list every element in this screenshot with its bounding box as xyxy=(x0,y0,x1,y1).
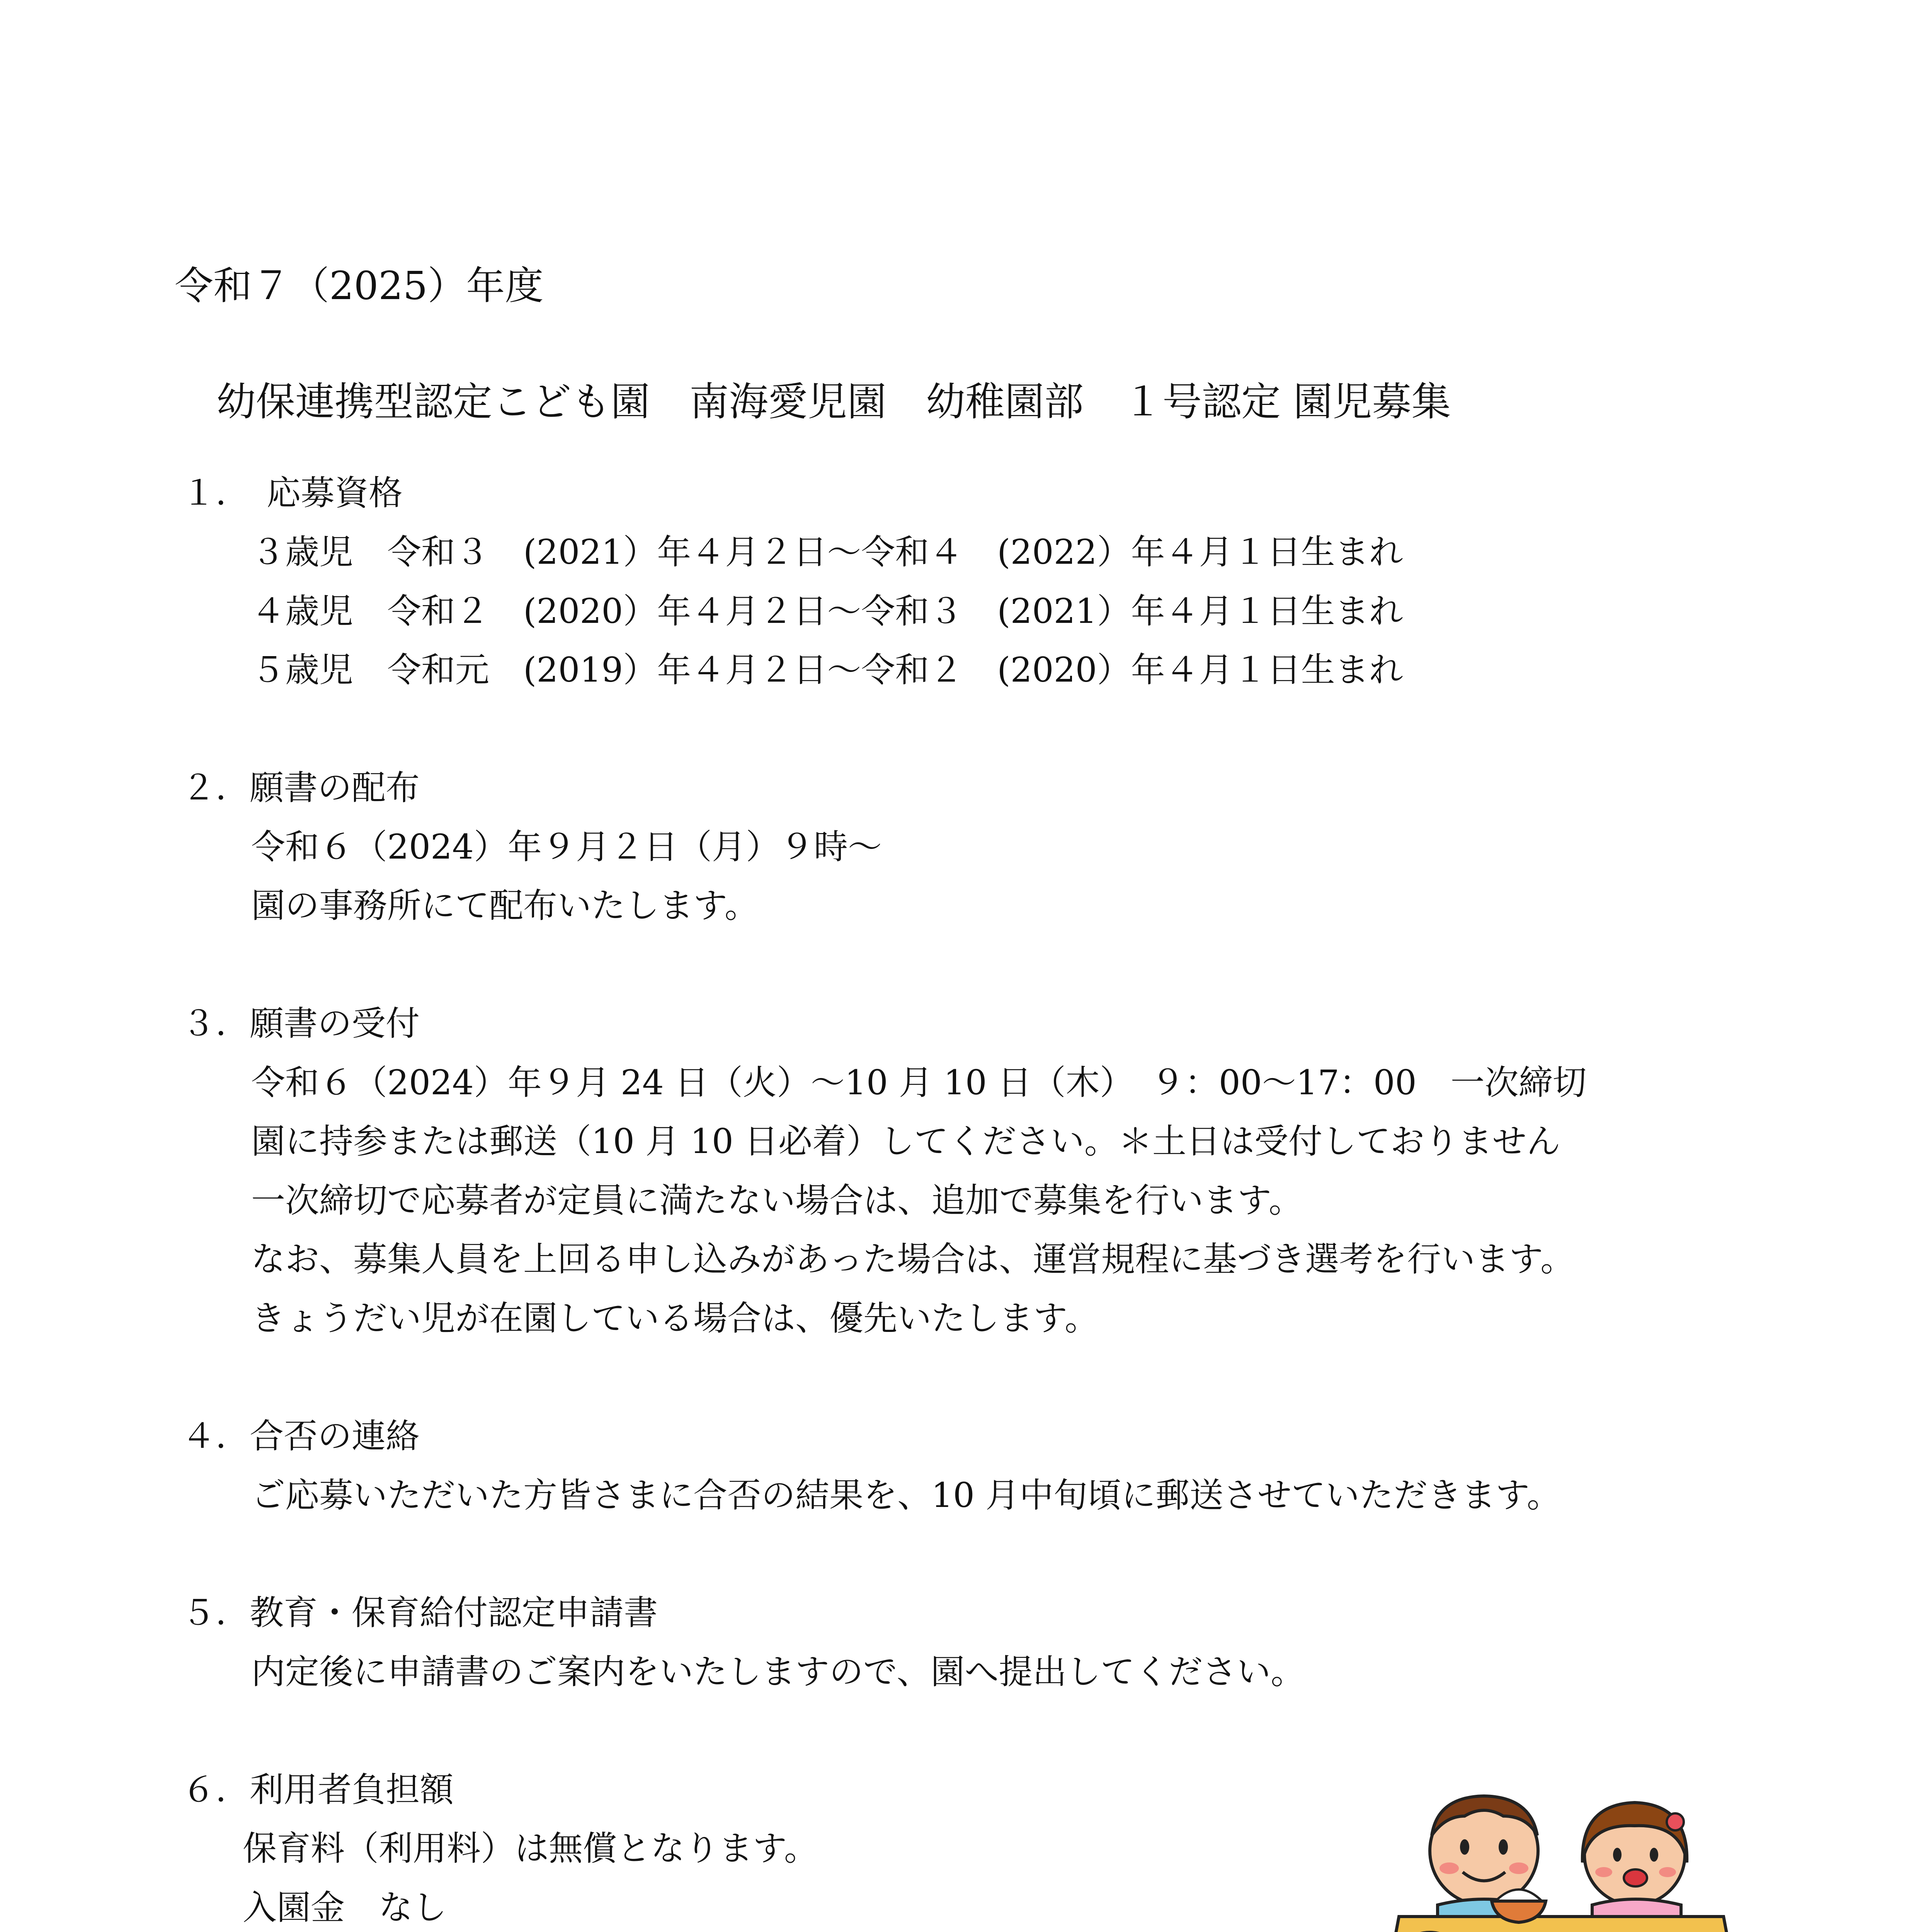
reception-period: 令和６（2024）年９月 24 日（火）～10 月 10 日（木） ９：00～17：00 一次締切 xyxy=(251,1063,1587,1102)
eligibility-age-5: ５歳児 令和元 (2019）年４月２日～令和２ (2020）年４月１日生まれ xyxy=(251,650,1403,690)
eligibility-age-4: ４歳児 令和２ (2020）年４月２日～令和３ (2021）年４月１日生まれ xyxy=(251,591,1403,631)
application-notice: 内定後に申請書のご案内をいたしますので、園へ提出してください。 xyxy=(251,1652,1305,1692)
distribution-place: 園の事務所にて配布いたします。 xyxy=(251,886,759,925)
fee-nyuenkin: 入園金 なし xyxy=(243,1888,447,1927)
reception-selection: なお、募集人員を上回る申し込みがあった場合は、運営規程に基づき選考を行います。 xyxy=(251,1239,1575,1279)
section-3-heading: ３．願書の受付 xyxy=(182,1003,420,1043)
distribution-date: 令和６（2024）年９月２日（月）９時～ xyxy=(251,827,882,867)
result-notice: ご応募いただいた方皆さまに合否の結果を、10 月中旬頃に郵送させていただきます。 xyxy=(251,1475,1561,1515)
section-4-heading: ４．合否の連絡 xyxy=(182,1416,420,1456)
reception-additional: 一次締切で応募者が定員に満たない場合は、追加で募集を行います。 xyxy=(251,1180,1303,1220)
fee-hoikuryo: 保育料（利用料）は無償となります。 xyxy=(243,1828,818,1868)
main-title: 幼保連携型認定こども園 南海愛児園 幼稚園部 １号認定 園児募集 xyxy=(216,379,1451,425)
reception-siblings: きょうだい児が在園している場合は、優先いたします。 xyxy=(251,1298,1099,1338)
eligibility-age-3: ３歳児 令和３ (2021）年４月２日～令和４ (2022）年４月１日生まれ xyxy=(251,532,1403,572)
children-eating-illustration xyxy=(1387,1789,1735,1932)
section-6-heading: ６．利用者負担額 xyxy=(182,1770,454,1810)
reception-method: 園に持参または郵送（10 月 10 日必着）してください。＊土日は受付しておりません xyxy=(251,1121,1560,1161)
section-1-heading: １． 応募資格 xyxy=(182,473,403,513)
section-2-heading: ２．願書の配布 xyxy=(182,768,420,808)
section-5-heading: ５．教育・保育給付認定申請書 xyxy=(182,1593,658,1633)
year-title: 令和７（2025）年度 xyxy=(175,263,544,308)
